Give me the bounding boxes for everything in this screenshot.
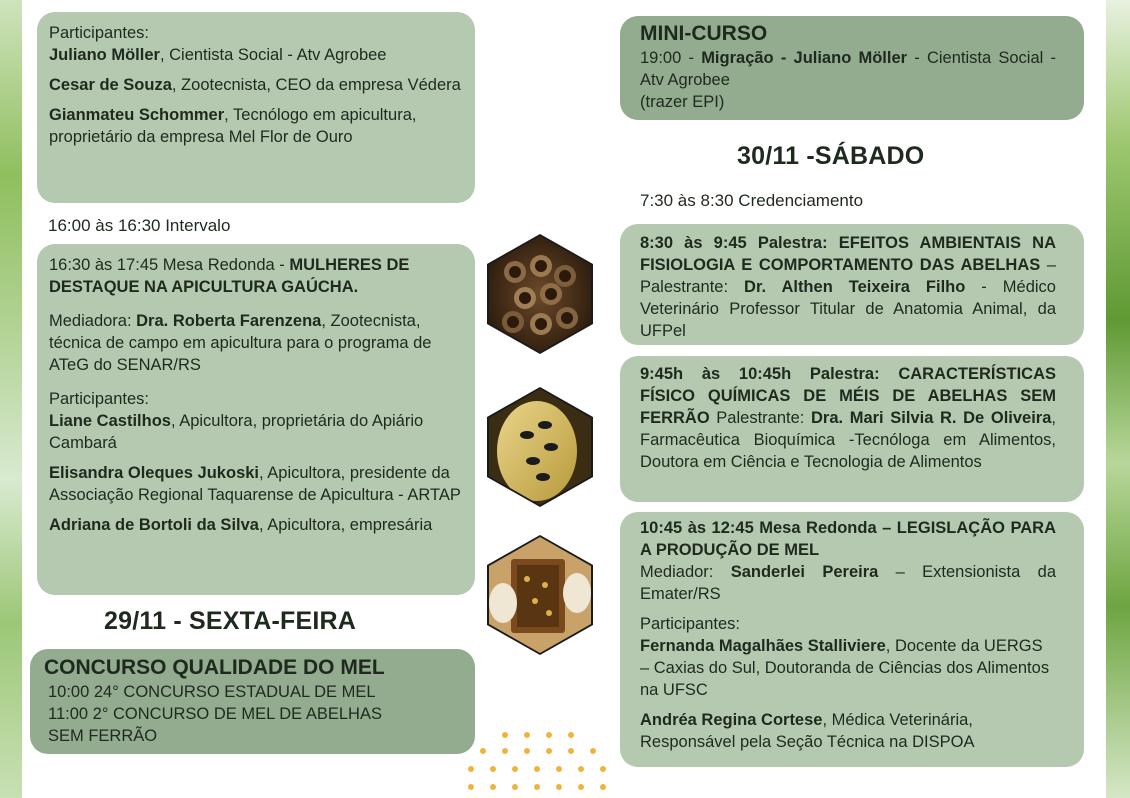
mediator-entry: Mediador: Sanderlei Pereira – Extensionista da Emater/RS bbox=[640, 563, 1057, 603]
mediator-entry: Mediadora: Dra. Roberta Farenzena, Zootecnista, técnica de campo em apicultura para o programa de ATeG do SENAR/RS bbox=[49, 312, 432, 374]
minicurso-note: (trazer EPI) bbox=[640, 93, 725, 111]
participant-entry: Juliano Möller, Cientista Social - Atv Agrobee bbox=[49, 46, 387, 64]
credenciamento-text: 7:30 às 8:30 Credenciamento bbox=[640, 191, 864, 210]
beekeeper-frame-photo-icon bbox=[485, 533, 595, 657]
leaf-background-left bbox=[0, 0, 22, 798]
minicurso-entry: 19:00 - Migração - Juliano Möller - Cientista Social - Atv Agrobee bbox=[640, 49, 1056, 89]
honeycomb-bees-photo-icon bbox=[485, 232, 595, 356]
minicurso-title: MINI-CURSO bbox=[640, 22, 768, 45]
round-table-legislation-box bbox=[620, 512, 1084, 767]
session-heading: 10:45 às 12:45 Mesa Redonda – LEGISLAÇÃO PARA A PRODUÇÃO DE MEL bbox=[640, 519, 1056, 559]
contest-box bbox=[30, 649, 475, 754]
talk-environmental-effects-box bbox=[620, 224, 1084, 345]
leaf-background-right bbox=[1106, 0, 1130, 798]
interval-text: 16:00 às 16:30 Intervalo bbox=[48, 216, 231, 235]
contest-title: CONCURSO QUALIDADE DO MEL bbox=[44, 656, 385, 679]
day-heading-saturday: 30/11 -SÁBADO bbox=[737, 142, 925, 170]
talk-entry: 9:45h às 10:45h Palestra: CARACTERÍSTICAS FÍSICO QUÍMICAS DE MÉIS DE ABELHAS SEM FERRÃO Palestrante: Dra. Mari Silvia R. De Oliveira, Farmacêutica Bioquímica -Tecnóloga em Alimentos, Doutora em Ciência e Tecnologia de Alimentos bbox=[640, 365, 1056, 471]
participant-entry: Fernanda Magalhães Stalliviere, Docente da UERGS – Caxias do Sul, Doutoranda de Ciências dos Alimentos na UFSC bbox=[640, 637, 1050, 699]
participants-label: Participantes: bbox=[640, 615, 740, 633]
contest-line: 11:00 2° CONCURSO DE MEL DE ABELHAS SEM FERRÃO bbox=[48, 705, 382, 745]
participant-entry: Adriana de Bortoli da Silva, Apicultora, empresária bbox=[49, 516, 433, 534]
talk-physicochemical-box bbox=[620, 356, 1084, 502]
participant-entry: Cesar de Souza, Zootecnista, CEO da empresa Védera bbox=[49, 76, 461, 94]
participant-entry: Andréa Regina Cortese, Médica Veterinária, Responsável pela Seção Técnica na DISPOA bbox=[640, 711, 975, 751]
contest-line: 10:00 24° CONCURSO ESTADUAL DE MEL bbox=[48, 683, 376, 701]
day-heading-friday: 29/11 - SEXTA-FEIRA bbox=[104, 607, 357, 635]
stingless-bee-nest-photo-icon bbox=[485, 385, 595, 509]
talk-entry: 8:30 às 9:45 Palestra: EFEITOS AMBIENTAIS NA FISIOLOGIA E COMPORTAMENTO DAS ABELHAS – Palestrante: Dr. Althen Teixeira Filho - Médico Veterinário Professor Titular de Anatomia Animal, da UFPel bbox=[640, 234, 1057, 340]
participants-label: Participantes: bbox=[49, 24, 149, 42]
minicurso-box bbox=[620, 16, 1084, 120]
session-heading: 16:30 às 17:45 Mesa Redonda - MULHERES DE DESTAQUE NA APICULTURA GAÚCHA. bbox=[49, 256, 410, 296]
participant-entry: Liane Castilhos, Apicultora, proprietária do Apiário Cambará bbox=[49, 412, 424, 452]
round-table-women-box bbox=[37, 244, 475, 595]
participant-entry: Elisandra Oleques Jukoski, Apicultora, presidente da Associação Regional Taquarense de Apicultura - ARTAP bbox=[49, 464, 461, 504]
decorative-dots bbox=[464, 730, 614, 798]
participants-label: Participantes: bbox=[49, 390, 149, 408]
participants-box-1 bbox=[37, 12, 475, 203]
participant-entry: Gianmateu Schommer, Tecnólogo em apicultura, proprietário da empresa Mel Flor de Ouro bbox=[49, 106, 417, 146]
